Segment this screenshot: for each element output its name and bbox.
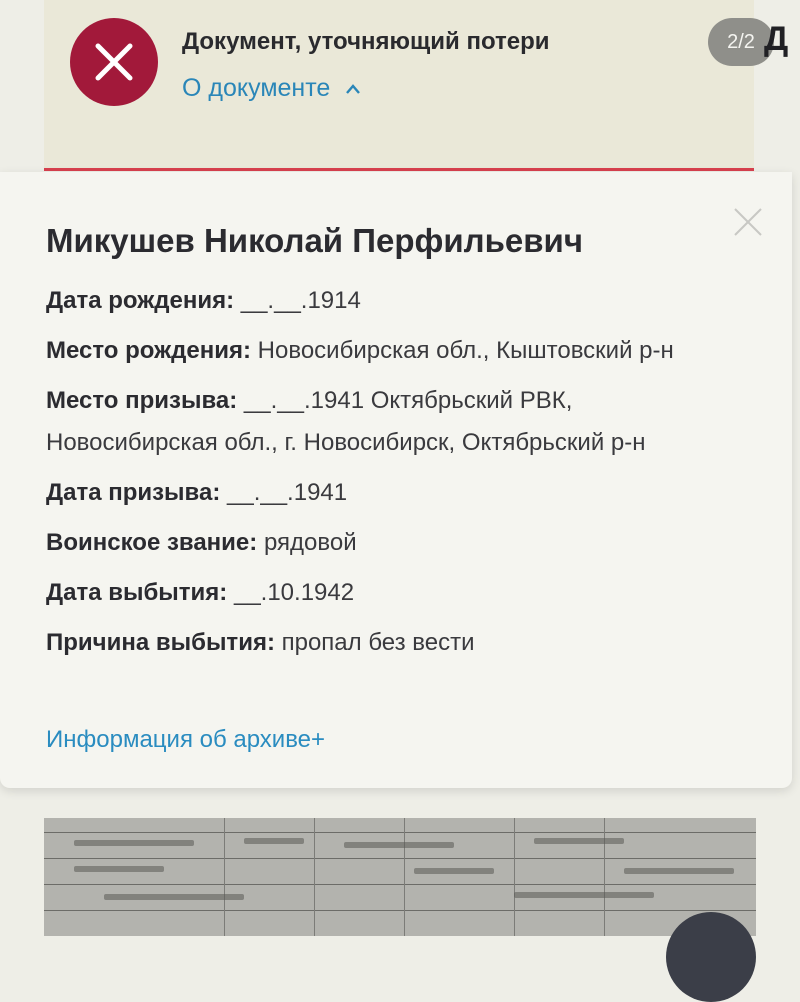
field-value: __.__.1941 Октябрьский РВК, Новосибирская обл., г. Новосибирск, Октябрьский р-н <box>46 387 646 456</box>
field-label: Место рождения: <box>46 337 251 364</box>
scan-column-line <box>404 818 405 936</box>
header-divider <box>44 168 754 171</box>
scan-column-line <box>604 818 605 936</box>
field-label: Причина выбытия: <box>46 629 275 656</box>
draft-date-field <box>46 472 746 514</box>
scan-row-line <box>44 858 756 859</box>
scan-row-line <box>44 832 756 833</box>
person-details <box>46 280 746 672</box>
scan-handwriting <box>414 868 494 874</box>
archive-info-link[interactable]: Информация об архиве+ <box>46 726 326 753</box>
scan-column-line <box>314 818 315 936</box>
scan-handwriting <box>624 868 734 874</box>
scan-column-line <box>514 818 515 936</box>
floating-action-button[interactable] <box>666 912 756 1002</box>
departure-reason-field <box>46 622 746 664</box>
next-page-peek-text: Д <box>764 20 789 58</box>
person-name: Микушев Николай Перфильевич <box>46 222 583 259</box>
scan-column-line <box>224 818 225 936</box>
field-label: Дата рождения: <box>46 287 235 314</box>
about-document-link[interactable] <box>182 74 361 103</box>
close-document-button[interactable] <box>70 18 158 106</box>
scan-handwriting <box>244 838 304 844</box>
departure-date-field <box>46 572 746 614</box>
field-value: Новосибирская обл., Кыштовский р-н <box>257 337 674 364</box>
scan-row-line <box>44 884 756 885</box>
field-value: пропал без вести <box>281 629 475 656</box>
scan-handwriting <box>514 892 654 898</box>
draft-place-field <box>46 380 746 464</box>
scan-handwriting <box>344 842 454 848</box>
field-value: __.__.1941 <box>227 479 348 506</box>
field-value: рядовой <box>263 529 357 556</box>
scan-row-line <box>44 910 756 911</box>
chevron-up-icon <box>345 83 361 95</box>
field-label: Место призыва: <box>46 387 238 414</box>
scan-handwriting <box>74 866 164 872</box>
scan-handwriting <box>534 838 624 844</box>
document-title: Документ, уточняющий потери <box>182 28 550 55</box>
field-value: __.__.1914 <box>240 287 361 314</box>
close-icon <box>70 18 158 106</box>
birth-date-field <box>46 280 746 322</box>
military-rank-field <box>46 522 746 564</box>
document-scan-image[interactable] <box>44 818 756 936</box>
field-label: Дата выбытия: <box>46 579 228 606</box>
field-value: __.10.1942 <box>233 579 355 606</box>
page-counter-badge: 2/2 <box>708 18 774 66</box>
field-label: Воинское звание: <box>46 529 258 556</box>
close-icon[interactable] <box>732 206 764 238</box>
birth-place-field <box>46 330 746 372</box>
field-label: Дата призыва: <box>46 479 221 506</box>
scan-handwriting <box>74 840 194 846</box>
about-document-label: О документе <box>182 74 331 102</box>
scan-handwriting <box>104 894 244 900</box>
